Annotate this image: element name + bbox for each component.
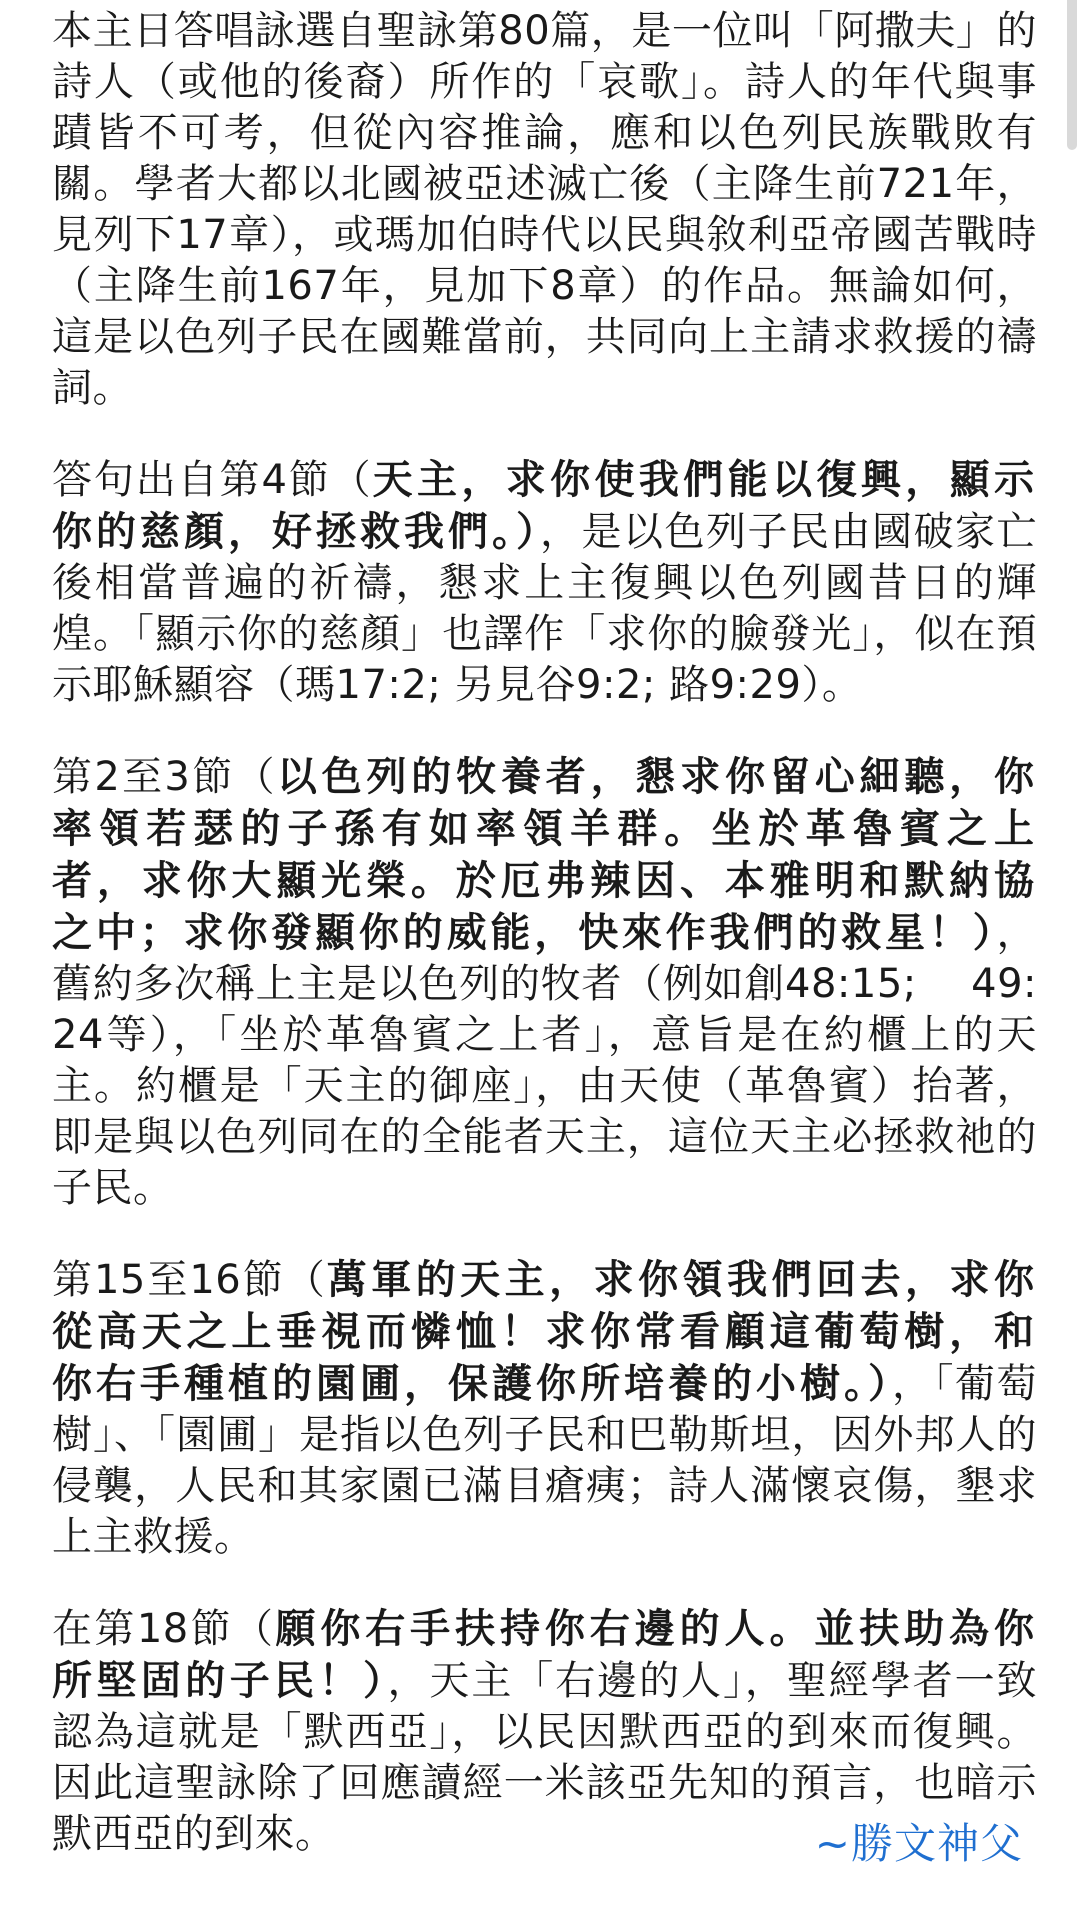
verses-15-16-quote: 萬軍的天主，求你領我們回去，求你從高天之上垂視而憐恤！求你常看顧這葡萄樹，和你右手種植的園圃，保護你所培養的小樹。） <box>52 1256 1038 1407</box>
verse-18-quote: 願你右手扶持你右邊的人。並扶助為你所堅固的子民！） <box>52 1605 1038 1704</box>
verses-2-3-commentary: ，舊約多次稱上主是以色列的牧者（例如創48:15; 49:24等），「坐於革魯賓之上者」，意旨是在約櫃上的天主。約櫃是「天主的御座」，由天使（革魯賓）抬著，即是與以色列同在的全能者天主，這位天主必拯救祂的子民。 <box>52 910 1037 1211</box>
paragraph-verses-2-3 <box>52 751 1037 1214</box>
scrollbar[interactable] <box>1065 0 1079 1916</box>
scrollbar-thumb[interactable] <box>1067 0 1077 150</box>
paragraph-verses-15-16 <box>52 1254 1037 1563</box>
paragraph-response-verse <box>52 454 1037 711</box>
paragraph-intro <box>52 6 1037 414</box>
author-signature: ~勝文神父 <box>814 1819 1023 1868</box>
article-body <box>52 6 1037 1900</box>
response-lead-text: 答句出自第4節（ <box>52 457 373 503</box>
verses-15-16-commentary: ，「葡萄樹」、「園圃」是指以色列子民和巴勒斯坦，因外邦人的侵襲，人民和其家園已滿目瘡痍；詩人滿懷哀傷，墾求上主救援。 <box>52 1361 1037 1560</box>
response-quote: 天主，求你使我們能以復興，顯示你的慈顏，好拯救我們。） <box>52 456 1038 555</box>
verses-2-3-quote: 以色列的牧養者，懇求你留心細聽，你率領若瑟的子孫有如率領羊群。坐於革魯賓之上者，求你大顯光榮。於厄弗辣因、本雅明和默納協之中；求你發顯你的威能，快來作我們的救星！） <box>52 753 1038 956</box>
response-commentary: ，是以色列子民由國破家亡後相當普遍的祈禱，懇求上主復興以色列國昔日的輝煌。「顯示你的慈顏」也譯作「求你的臉發光」，似在預示耶穌顯容（瑪17:2; 另見谷9:2; 路9:29）。 <box>52 509 1037 708</box>
intro-text: 本主日答唱詠選自聖詠第80篇，是一位叫「阿撒夫」的詩人（或他的後裔）所作的「哀歌」。詩人的年代與事蹟皆不可考，但從內容推論，應和以色列民族戰敗有關。學者大都以北國被亞述滅亡後（主降生前721年，見列下17章），或瑪加伯時代以民與敘利亞帝國苦戰時（主降生前167年，見加下8章）的作品。無論如何，這是以色列子民在國難當前，共同向上主請求救援的禱詞。 <box>52 8 1037 411</box>
verses-15-16-lead-text: 第15至16節（ <box>52 1257 327 1303</box>
verses-2-3-lead-text: 第2至3節（ <box>52 754 277 800</box>
verse-18-lead-text: 在第18節（ <box>52 1606 276 1652</box>
verse-18-commentary: ，天主「右邊的人」，聖經學者一致認為這就是「默西亞」，以民因默西亞的到來而復興。因此這聖詠除了回應讀經一米該亞先知的預言，也暗示默西亞的到來。 <box>52 1658 1038 1857</box>
